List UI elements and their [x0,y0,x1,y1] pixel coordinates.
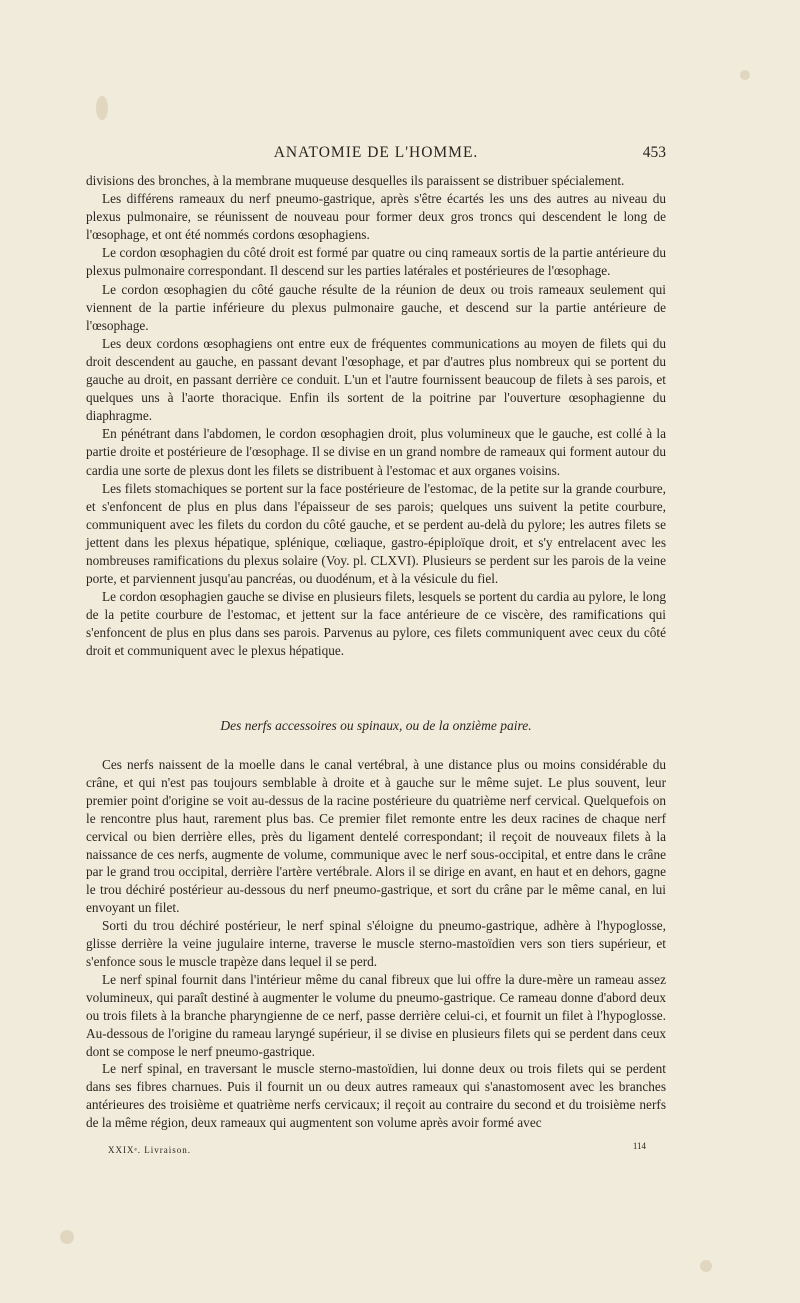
paragraph: Le nerf spinal fournit dans l'intérieur même du canal fibreux que lui offre la dure-mère un rameau assez volumineux, qui paraît destiné à augmenter le volume du pneumo-gastrique. Ce rameau donne d'abord deux ou trois filets à la branche pharyngienne de ce nerf, passe derrière celui-ci, et fournit un filet à l'hypoglosse. Au-dessous de l'origine du rameau laryngé supérieur, il se divise en plusieurs filets qui se perdent dans ceux dont se compose le nerf pneumo-gastrique. [86,971,666,1059]
paper-stain [700,1260,712,1272]
paragraph: Le cordon œsophagien gauche se divise en plusieurs filets, lesquels se portent du cardia au pylore, le long de la petite courbure de l'estomac, et jettent sur la face antérieure de ce viscère, des ramifications qui s'enfoncent de plus en plus dans ses parois. Parvenus au pylore, ces filets communiquent avec ceux du côté droit et communiquent avec le plexus hépatique. [86,589,666,659]
paragraph: Le cordon œsophagien du côté droit est formé par quatre ou cinq rameaux sortis de la partie antérieure du plexus pulmonaire correspondant. Il descend sur les parties latérales et postérieures de l'œsophage. [86,245,666,279]
section-heading: Des nerfs accessoires ou spinaux, ou de la onzième paire. [220,718,532,733]
paper-stain [740,70,750,80]
page-header [86,144,666,166]
paragraph: Les filets stomachiques se portent sur la face postérieure de l'estomac, de la petite sur la grande courbure, et s'enfoncent de plus en plus dans l'épaisseur de ses parois; quelques uns suivent la petite courbure, communiquent avec les filets du cordon du côté gauche, et se perdent au-delà du pylore; les autres filets se jettent dans les plexus hépatique, splénique, cœliaque, gastro-épiploïque droit, et s'y entrelacent avec les nombreuses ramifications du plexus solaire (Voy. pl. CLXVI). Plusieurs se perdent sur les parois de la veine porte, et parviennent jusqu'au pancréas, ou duodénum, et à la vésicule du fiel. [86,480,666,587]
paragraph: Ces nerfs naissent de la moelle dans le canal vertébral, à une distance plus ou moins considérable du crâne, et qui n'est pas toujours semblable à droite et à gauche sur le même sujet. Le plus souvent, leur premier point d'origine se voit au-dessus de la racine postérieure du quatrième nerf cervical. Quelquefois on le rencontre plus haut, rarement plus bas. Ce premier filet remonte entre les deux racines de chaque nerf cervical ou bien derrière elles, près du ligament dentelé correspondant; il reçoit de nouveaux filets à la naissance de ces nerfs, augmente de volume, communique avec le nerf sous-occipital, et entre dans le crâne par le grand trou occipital, derrière l'artère vertébrale. Alors il se dirige en avant, en haut et en dehors, gagne le trou déchiré postérieur au-dessous du nerf pneumo-gastrique, et sort du crâne par le même canal, en lui envoyant un filet. [86,757,666,916]
signature-mark: XXIXᵉ. Livraison. [108,1145,192,1155]
paragraph: Le cordon œsophagien du côté gauche résulte de la réunion de deux ou trois rameaux seulement qui viennent de la partie inférieure du plexus pulmonaire gauche, et descend sur la partie antérieure de l'œsophage. [86,281,666,333]
paper-stain [96,96,108,120]
page-number: 453 [642,144,666,161]
page-footer [86,1141,666,1161]
sheet-number: 114 [632,1141,646,1151]
paragraph: Le nerf spinal, en traversant le muscle sterno-mastoïdien, lui donne deux ou trois filets qui se perdent dans ses fibres charnues. Puis il fournit un ou deux autres rameaux qui s'anastomosent avec les branches antérieures des troisième et quatrième nerfs cervicaux; il reçoit au contraire du second et du troisième nerfs de la même région, deux rameaux qui augmentent son volume après avoir formé avec [86,1061,666,1131]
running-title: ANATOMIE DE L'HOMME. [273,144,479,161]
paragraph: divisions des bronches, à la membrane muqueuse desquelles ils paraissent se distribuer spécialement. [86,173,625,188]
paper-stain [60,1230,74,1244]
paragraph: En pénétrant dans l'abdomen, le cordon œsophagien droit, plus volumineux que le gauche, est collé à la partie droite et postérieure de l'œsophage. Il se divise en un grand nombre de rameaux qui forment autour du cardia une sorte de plexus dont les filets se distribuent à l'estomac et aux organes voisins. [86,426,666,478]
paragraph: Sorti du trou déchiré postérieur, le nerf spinal s'éloigne du pneumo-gastrique, adhère à l'hypoglosse, glisse derrière la veine jugulaire interne, traverse le muscle sterno-mastoïdien vers son tiers supérieur, et s'enfonce sous le muscle trapèze dans lequel il se perd. [86,918,666,969]
paragraph: Les deux cordons œsophagiens ont entre eux de fréquentes communications au moyen de filets qui du droit descendent au gauche, en passant devant l'œsophage, et par d'autres plus nombreux qui se portent du gauche au droit, en passant derrière ce conduit. L'un et l'autre fournissent beaucoup de filets à ses parois, et quelques uns à l'aorte thoracique. Enfin ils sortent de la poitrine par l'ouverture œsophagienne du diaphragme. [86,335,666,424]
body-text-lower [86,756,666,1132]
body-text-upper [86,172,666,661]
paragraph: Les différens rameaux du nerf pneumo-gastrique, après s'être écartés les uns des autres au niveau du plexus pulmonaire, se réunissent de nouveau pour former deux gros troncs qui descendent le long de l'œsophage, et ont été nommés cordons œsophagiens. [86,191,666,243]
